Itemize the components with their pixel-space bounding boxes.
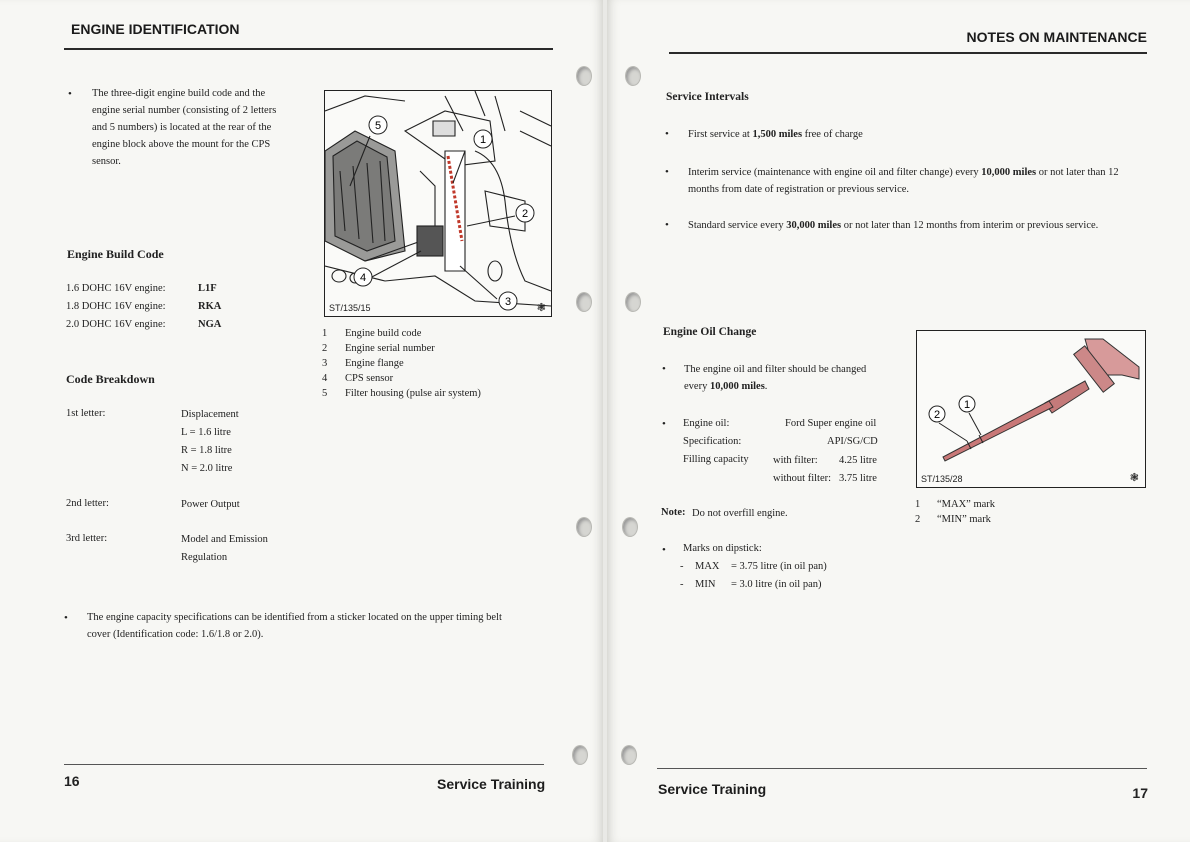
legend-text: Engine build code <box>345 328 422 339</box>
build-code-value: NGA <box>198 319 222 330</box>
callout-3-label: 3 <box>504 296 512 308</box>
binder-hole <box>576 292 592 312</box>
service-item-text: Interim service (maintenance with engine oil and filter change) every <box>688 167 982 178</box>
build-code-engine: 1.6 DOHC 16V engine: <box>66 283 166 294</box>
callout-5-label: 5 <box>374 120 382 132</box>
binder-hole <box>625 292 641 312</box>
filling-capacity-label: Filling capacity <box>683 454 749 465</box>
oil-change-intro <box>684 361 866 395</box>
third-letter-label: 3rd letter: <box>66 533 108 544</box>
dipstick-mark-name: MIN <box>695 579 716 590</box>
displacement-code: L = 1.6 litre <box>181 427 231 438</box>
build-code-value: RKA <box>198 301 222 312</box>
dipstick-callout-2-label: 2 <box>933 409 941 421</box>
service-item-first <box>688 126 863 143</box>
left-header-rule <box>64 48 553 50</box>
capacity-note-line: cover (Identification code: 1.6/1.8 or 2.0). <box>87 629 264 640</box>
dipstick-mark-value: = 3.0 litre (in oil pan) <box>731 579 822 590</box>
build-code-engine: 2.0 DOHC 16V engine: <box>66 319 166 330</box>
service-item-mileage: 1,500 miles <box>752 129 803 140</box>
legend-number: 4 <box>322 373 328 384</box>
oil-intro-mileage: 10,000 miles <box>709 381 765 392</box>
engine-build-code-title: Engine Build Code <box>67 247 164 261</box>
legend-number: 1 <box>322 328 328 339</box>
oil-intro-text: every <box>684 381 710 392</box>
second-letter-value: Power Output <box>181 499 240 510</box>
without-filter-value: 3.75 litre <box>839 473 877 484</box>
left-page-header: ENGINE IDENTIFICATION <box>71 21 240 37</box>
third-letter-value: Regulation <box>181 552 228 563</box>
legend-text: CPS sensor <box>345 373 394 384</box>
intro-paragraph <box>92 85 302 170</box>
binder-hole <box>621 745 637 765</box>
bullet-icon: • <box>665 128 669 140</box>
right-page-number: 17 <box>1132 785 1148 801</box>
binder-hole <box>622 517 638 537</box>
bullet-icon: • <box>64 612 68 624</box>
intro-line: The three-digit engine build code and the <box>92 88 266 99</box>
service-item-text: free of charge <box>802 129 863 140</box>
right-page-header: NOTES ON MAINTENANCE <box>966 29 1147 45</box>
dipstick-figure <box>916 330 1146 488</box>
binder-hole <box>576 517 592 537</box>
left-footer-service-training: Service Training <box>437 776 546 792</box>
service-item-text: or not later than 12 months from interim or previous service. <box>841 220 1099 231</box>
legend-number: 1 <box>915 499 921 510</box>
callout-1-label: 1 <box>479 134 487 146</box>
legend-text: Filter housing (pulse air system) <box>345 388 481 399</box>
bullet-icon: • <box>662 544 666 556</box>
bullet-icon: • <box>662 418 666 430</box>
service-item-mileage: 30,000 miles <box>786 220 842 231</box>
engine-oil-change-title: Engine Oil Change <box>663 326 757 338</box>
legend-number: 2 <box>322 343 328 354</box>
dipstick-dash: - <box>680 579 684 590</box>
displacement-code: N = 2.0 litre <box>181 463 233 474</box>
service-intervals-title: Service Intervals <box>666 91 749 103</box>
service-item-standard <box>688 217 1098 234</box>
oil-intro-line: The engine oil and filter should be changed <box>684 364 867 375</box>
figure-id-label: ST/135/15 <box>329 303 371 313</box>
engine-oil-value: Ford Super engine oil <box>785 418 877 429</box>
service-item-text: months from date of registration or previous service. <box>688 184 910 195</box>
build-code-value: L1F <box>198 283 217 294</box>
service-item-interim <box>688 164 1158 198</box>
figure-id-label: ST/135/28 <box>921 474 963 484</box>
engine-oil-label: Engine oil: <box>683 418 730 429</box>
right-header-rule <box>669 52 1147 54</box>
binder-hole <box>572 745 588 765</box>
right-page <box>607 0 1190 842</box>
right-footer-service-training: Service Training <box>658 781 767 797</box>
binder-hole <box>625 66 641 86</box>
left-page-number: 16 <box>64 773 80 789</box>
note-text: Do not overfill engine. <box>692 508 788 519</box>
build-code-engine: 1.8 DOHC 16V engine: <box>66 301 166 312</box>
left-footer-rule <box>64 764 544 765</box>
legend-number: 5 <box>322 388 328 399</box>
legend-text: “MAX” mark <box>937 499 996 510</box>
callout-4-label: 4 <box>359 272 367 284</box>
intro-line: and 5 numbers) is located at the rear of the <box>92 122 272 133</box>
code-breakdown-title: Code Breakdown <box>66 372 155 386</box>
legend-number: 2 <box>915 514 921 525</box>
bullet-icon: • <box>665 166 669 178</box>
binder-hole <box>576 66 592 86</box>
oil-intro-text: . <box>764 381 768 392</box>
service-item-text: First service at <box>688 129 753 140</box>
legend-number: 3 <box>322 358 328 369</box>
engine-figure <box>324 90 552 317</box>
legend-text: Engine flange <box>345 358 404 369</box>
specification-label: Specification: <box>683 436 742 447</box>
bullet-icon: • <box>662 363 666 375</box>
bullet-icon: • <box>665 219 669 231</box>
legend-text: Engine serial number <box>345 343 435 354</box>
dipstick-mark-name: MAX <box>695 561 720 572</box>
callout-2-label: 2 <box>521 208 529 220</box>
second-letter-label: 2nd letter: <box>66 498 109 509</box>
displacement-code: R = 1.8 litre <box>181 445 232 456</box>
dipstick-marks-title: Marks on dipstick: <box>683 543 762 554</box>
third-letter-value: Model and Emission <box>181 534 268 545</box>
bullet-icon: • <box>68 88 72 100</box>
service-item-text: or not later than 12 <box>1036 167 1119 178</box>
with-filter-label: with filter: <box>773 455 818 466</box>
capacity-note <box>87 609 502 643</box>
dipstick-dash: - <box>680 561 684 572</box>
first-letter-label: 1st letter: <box>66 408 106 419</box>
legend-text: “MIN” mark <box>937 514 991 525</box>
intro-line: engine serial number (consisting of 2 letters <box>92 105 277 116</box>
dipstick-mark-value: = 3.75 litre (in oil pan) <box>731 561 827 572</box>
dipstick-illustration <box>917 331 1145 487</box>
intro-line: sensor. <box>92 156 121 167</box>
dipstick-callout-1-label: 1 <box>963 399 971 411</box>
without-filter-label: without filter: <box>773 473 832 484</box>
service-item-text: Standard service every <box>688 220 787 231</box>
with-filter-value: 4.25 litre <box>839 455 877 466</box>
engine-illustration <box>325 91 551 316</box>
intro-line: engine block above the mount for the CPS <box>92 139 271 150</box>
first-letter-value: Displacement <box>181 409 239 420</box>
specification-value: API/SG/CD <box>827 436 878 447</box>
ford-emblem-icon: ❃ <box>1129 472 1139 484</box>
note-label: Note: <box>661 507 686 518</box>
ford-emblem-icon: ❃ <box>536 302 546 314</box>
capacity-note-line: The engine capacity specifications can be identified from a sticker located on the upper timing belt <box>87 612 502 623</box>
service-item-mileage: 10,000 miles <box>981 167 1037 178</box>
right-footer-rule <box>657 768 1147 769</box>
